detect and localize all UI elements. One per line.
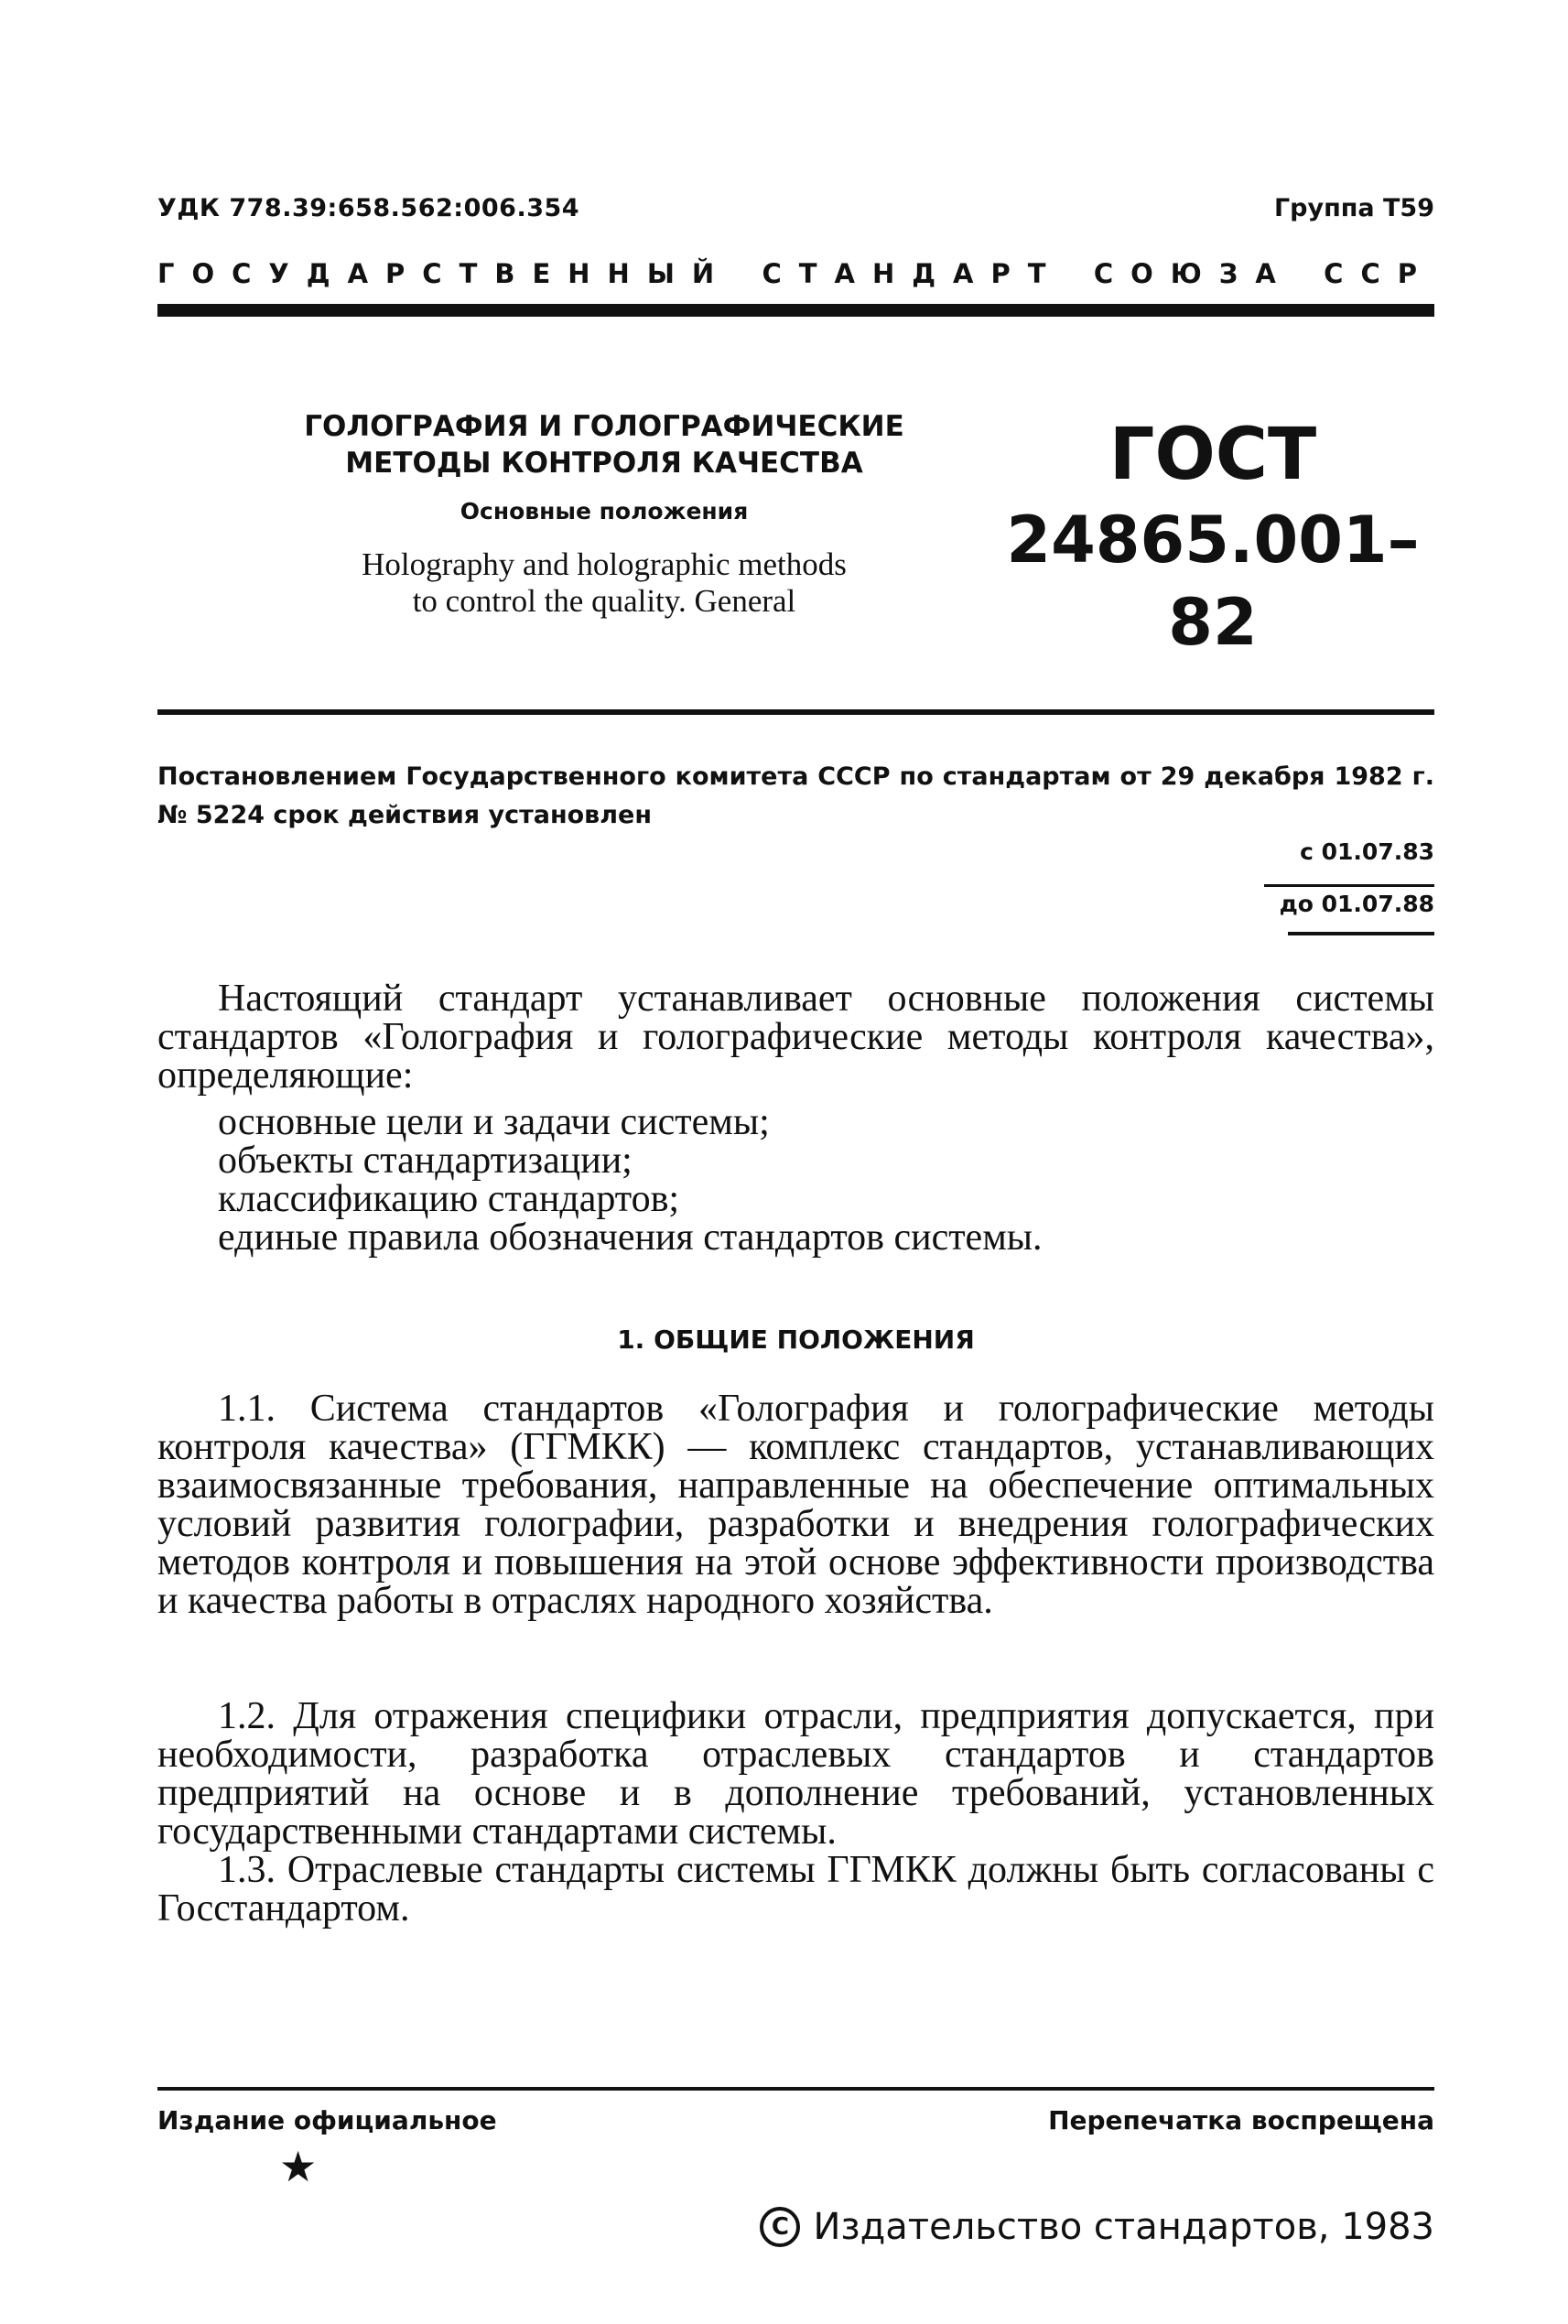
heading-word-standard: СТАНДАРТ (762, 258, 1064, 289)
list-item: классификацию стандартов; (218, 1178, 680, 1220)
list-item: основные цели и задачи системы; (218, 1101, 770, 1143)
gost-label: ГОСТ (1108, 414, 1317, 496)
gost-number: 24865.001–82 (1006, 503, 1420, 660)
title-ru-line2: МЕТОДЫ КОНТРОЛЯ КАЧЕСТВА (345, 447, 863, 480)
paragraph-1-1: 1.1. Система стандартов «Голография и голографические методы контроля качества» (ГГМКК) — комплекс стандартов, устанавливающих взаимосвязанные требования, направленные на обеспечение оптимальных условий развития голографии, разработки и внедрения голографических методов контроля и повышения на этой основе эффективности производства и качества работы в отраслях народного хозяйства. (157, 1388, 1434, 1622)
list-item: объекты стандартизации; (218, 1140, 633, 1182)
title-ru (284, 408, 925, 481)
decree-text: Постановлением Государственного комитета СССР по стандартам от 29 декабря 1982 г. № 5224 срок действия установлен (157, 762, 1434, 829)
list-item: единые правила обозначения стандартов системы. (218, 1216, 1043, 1259)
subtitle: Основные положения (460, 498, 749, 524)
edition-label: Издание официальное (157, 2105, 497, 2135)
publisher-line (760, 2206, 1434, 2248)
title-en-line1: Holography and holographic methods (362, 546, 847, 582)
group-code: Группа Т59 (1273, 194, 1434, 222)
heading-word-ussr: ССР (1324, 258, 1434, 289)
title-en (284, 546, 925, 620)
date-from: с 01.07.83 (1300, 838, 1434, 865)
publisher-name: Издательство стандартов, 1983 (813, 2206, 1434, 2248)
reprint-notice: Перепечатка воспрещена (1048, 2105, 1434, 2135)
heading-word-union: СОЮЗА (1093, 258, 1293, 289)
state-standard-heading (157, 258, 1434, 289)
title-ru-line1: ГОЛОГРАФИЯ И ГОЛОГРАФИЧЕСКИЕ (304, 410, 904, 443)
date-to: до 01.07.88 (1264, 884, 1434, 917)
star-icon: ★ (279, 2142, 318, 2191)
heading-word-state: ГОСУДАРСТВЕННЫЙ (157, 258, 732, 289)
footer-rule (157, 2087, 1434, 2091)
paragraph-1-2: 1.2. Для отражения специфики отрасли, предприятия допускается, при необходимости, разработка отраслевых стандартов и стандартов предприятий на основе и в дополнение требований, установленных государственными стандартами системы. (157, 1695, 1434, 1853)
date-underline (1288, 932, 1434, 935)
header-thick-rule (157, 304, 1434, 317)
title-block (284, 408, 925, 620)
udk-code: УДК 778.39:658.562:006.354 (157, 194, 580, 222)
title-divider (157, 709, 1434, 715)
title-en-line2: to control the quality. General (412, 583, 796, 619)
copyright-icon: C (760, 2207, 800, 2247)
section-title: 1. ОБЩИЕ ПОЛОЖЕНИЯ (617, 1324, 975, 1355)
intro-paragraph: Настоящий стандарт устанавливает основные положения системы стандартов «Голография и голографические методы контроля качества», определяющие: (157, 978, 1434, 1097)
paragraph-1-3: 1.3. Отраслевые стандарты системы ГГМКК должны быть согласованы с Госстандартом. (157, 1849, 1434, 1929)
